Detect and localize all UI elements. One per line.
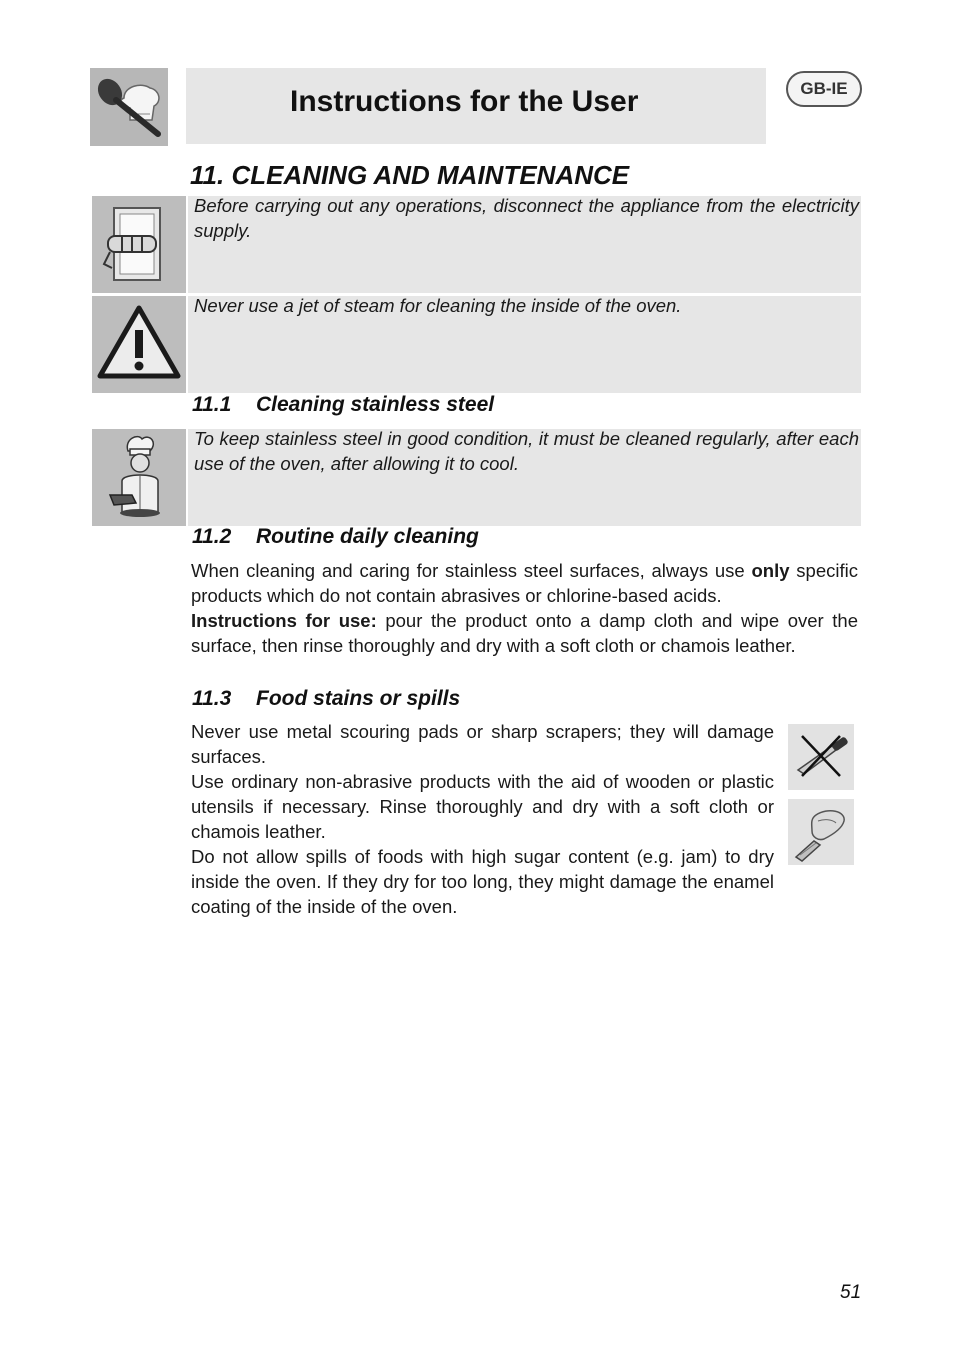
disconnect-icon-box — [92, 196, 186, 293]
routine-paragraph-2 — [191, 608, 858, 658]
wooden-utensil-icon — [788, 799, 854, 865]
no-scraper-image — [788, 724, 854, 790]
note-stainless — [188, 429, 861, 526]
language-badge: GB-IE — [786, 71, 862, 107]
plug-socket-icon — [92, 196, 186, 293]
routine-cleaning-text — [191, 558, 858, 658]
section-title: 11. CLEANING AND MAINTENANCE — [190, 160, 630, 190]
subsection-label: Routine daily cleaning — [256, 525, 479, 548]
stains-paragraph-1: Never use metal scouring pads or sharp scrapers; they will damage surfaces. — [191, 721, 774, 767]
chef-icon-box — [92, 429, 186, 526]
note-stainless-text: To keep stainless steel in good condition, it must be cleaned regularly, after each use of the oven, after allowing it to cool. — [194, 428, 859, 474]
note-steam-text: Never use a jet of steam for cleaning the inside of the oven. — [194, 295, 682, 316]
instructions-label: Instructions for use: — [191, 610, 377, 631]
subsection-label: Cleaning stainless steel — [256, 393, 495, 416]
stains-paragraph-2: Use ordinary non-abrasive products with the aid of wooden or plastic utensils if necessary. Rinse thoroughly and dry with a soft cloth or chamois leather. — [191, 771, 774, 842]
crossed-scraper-icon — [788, 724, 854, 790]
routine-paragraph-1 — [191, 558, 858, 608]
subsection-number: 11.2 — [192, 525, 232, 548]
text-run: pour the product onto a damp cloth and wipe over the surface, then rinse thoroughly and dry with a soft cloth or chamois leather. — [191, 610, 858, 656]
text-run: When cleaning and caring for stainless steel surfaces, always use — [191, 560, 752, 581]
subsection-label: Food stains or spills — [256, 687, 461, 710]
header-logo — [90, 68, 168, 146]
subsection-title-11-1 — [192, 393, 494, 417]
spoon-chef-hat-icon — [90, 68, 168, 146]
page-number: 51 — [840, 1282, 862, 1303]
subsection-number: 11.1 — [192, 393, 232, 416]
stains-paragraph-3: Do not allow spills of foods with high sugar content (e.g. jam) to dry inside the oven. If they dry for too long, they might damage the enamel coating of the inside of the oven. — [191, 846, 774, 917]
subsection-number: 11.3 — [192, 687, 232, 710]
chef-icon — [92, 429, 186, 526]
page-title: Instructions for the User — [290, 85, 639, 118]
emphasis-only: only — [751, 560, 790, 581]
warning-triangle-icon — [92, 296, 186, 393]
note-disconnect-text: Before carrying out any operations, disconnect the appliance from the electricity supply. — [194, 195, 859, 241]
subsection-title-11-2 — [192, 525, 479, 549]
text-run: specific products which do not contain abrasives or chlorine-based acids. — [191, 560, 858, 606]
note-disconnect — [188, 196, 861, 293]
note-steam — [188, 296, 861, 393]
food-stains-text — [191, 719, 774, 919]
warning-icon-box — [92, 296, 186, 393]
header-bar — [186, 68, 766, 144]
utensil-image — [788, 799, 854, 865]
subsection-title-11-3 — [192, 687, 460, 711]
